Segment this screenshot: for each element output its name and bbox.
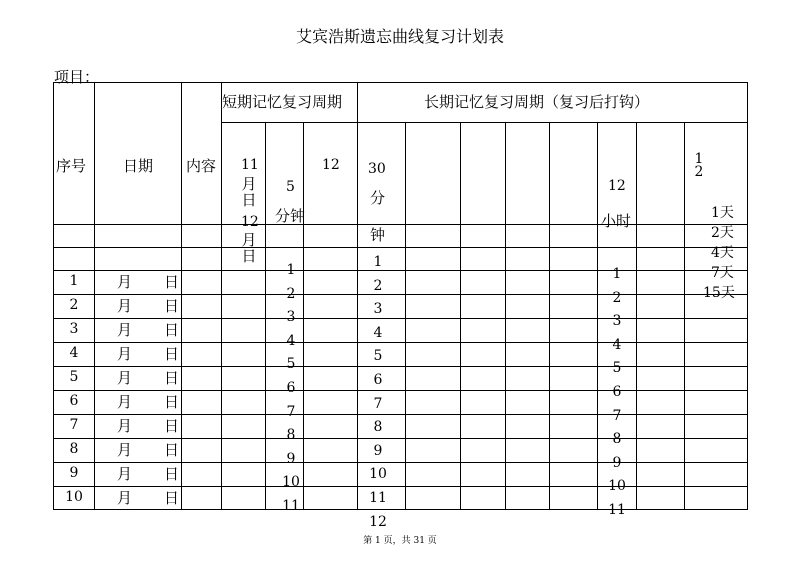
review-count: 6 (612, 384, 622, 400)
review-count: 10 (608, 478, 626, 495)
row-seq: 3 (69, 321, 79, 337)
long-col30-num: 30 (368, 161, 386, 177)
row-day: 日 (164, 321, 180, 339)
row-seq: 9 (69, 465, 79, 481)
review-count: 8 (612, 431, 622, 448)
row-month: 月 (117, 489, 133, 507)
row-month: 月 (117, 441, 133, 459)
review-count: 11 (282, 498, 300, 514)
row-month: 月 (117, 345, 133, 363)
row-day: 日 (164, 441, 180, 459)
short-col2-unit: 分钟 (275, 207, 306, 225)
review-count: 3 (286, 309, 296, 326)
review-count: 7 (612, 407, 622, 424)
row-month: 月 (117, 417, 133, 435)
header-short-term: 短期记忆复习周期 (222, 93, 343, 111)
review-count: 9 (373, 442, 383, 459)
review-count: 8 (373, 419, 383, 436)
row-month: 月 (117, 273, 133, 291)
long-col12h-unit: 小时 (601, 212, 632, 230)
row-day: 日 (164, 417, 180, 435)
row-day: 日 (164, 273, 180, 291)
review-count: 10 (369, 466, 387, 483)
review-count: 2 (612, 289, 622, 306)
long-days-top-char: 1 (694, 151, 704, 167)
review-count: 2 (286, 285, 296, 302)
review-count: 9 (612, 454, 622, 471)
page-footer: 第 1 页，共 31 页 (363, 536, 437, 546)
header-seq: 序号 (56, 157, 87, 175)
row-seq: 2 (69, 297, 79, 313)
review-count: 4 (373, 324, 383, 341)
short-col1-num: 12 (241, 214, 259, 230)
long-day-item: 15天 (703, 285, 735, 301)
short-col1-char2: 月 (241, 231, 257, 249)
review-count: 3 (612, 313, 622, 330)
row-month: 月 (117, 369, 133, 387)
long-days-top-char: 2 (694, 164, 704, 180)
row-seq: 4 (69, 345, 79, 361)
row-month: 月 (117, 297, 133, 315)
long-col30-unit2: 钟 (370, 226, 386, 244)
row-day: 日 (164, 393, 180, 411)
row-day: 日 (164, 489, 180, 507)
row-month: 月 (117, 465, 133, 483)
review-count: 5 (373, 348, 383, 365)
row-day: 日 (164, 345, 180, 363)
row-seq: 6 (69, 393, 79, 409)
long-day-item: 7天 (711, 265, 734, 281)
review-count: 6 (286, 380, 296, 396)
review-count: 9 (286, 450, 296, 467)
project-label: 项目： (54, 68, 100, 86)
review-count: 11 (608, 502, 626, 518)
row-day: 日 (164, 297, 180, 315)
row-month: 月 (117, 321, 133, 339)
review-count: 8 (286, 427, 296, 444)
page-title: 艾宾浩斯遗忘曲线复习计划表 (295, 27, 504, 46)
long-day-item: 1天 (711, 205, 734, 221)
review-count: 1 (612, 266, 622, 282)
row-day: 日 (164, 369, 180, 387)
review-count: 7 (286, 403, 296, 420)
long-col12h-num: 12 (608, 178, 626, 194)
review-count: 1 (373, 254, 383, 270)
row-seq: 8 (69, 441, 79, 457)
header-long-term: 长期记忆复习周期（复习后打钩） (424, 93, 650, 111)
review-count: 6 (373, 372, 383, 388)
review-count: 3 (373, 301, 383, 318)
short-col3-num: 12 (322, 157, 340, 173)
review-count: 5 (612, 360, 622, 377)
long-day-item: 2天 (711, 225, 734, 241)
long-col30-unit1: 分 (370, 189, 386, 207)
review-count: 4 (286, 332, 296, 349)
review-count: 11 (369, 490, 387, 506)
row-seq: 1 (69, 273, 79, 289)
review-count: 2 (373, 277, 383, 294)
short-col1-top: 11 (241, 157, 259, 173)
row-seq: 7 (69, 417, 79, 433)
short-col1-char2: 日 (241, 247, 257, 265)
short-col2-num: 5 (286, 179, 295, 195)
long-day-item: 4天 (711, 245, 734, 261)
short-col1-char: 月 (241, 175, 257, 193)
header-date: 日期 (123, 157, 154, 175)
review-count: 12 (369, 513, 387, 530)
long-days-top (690, 153, 708, 179)
row-seq: 10 (65, 489, 83, 505)
review-count: 10 (282, 474, 300, 491)
row-month: 月 (117, 393, 133, 411)
row-seq: 5 (69, 369, 79, 385)
short-col1-chars2 (240, 232, 258, 264)
review-count: 1 (286, 262, 296, 278)
review-count: 5 (286, 356, 296, 373)
short-col1-char: 日 (241, 191, 257, 209)
review-count: 4 (612, 336, 622, 353)
long-days-list (703, 203, 735, 303)
header-content: 内容 (186, 157, 217, 175)
short-col1-chars (240, 176, 258, 208)
review-count: 7 (373, 395, 383, 412)
row-day: 日 (164, 465, 180, 483)
